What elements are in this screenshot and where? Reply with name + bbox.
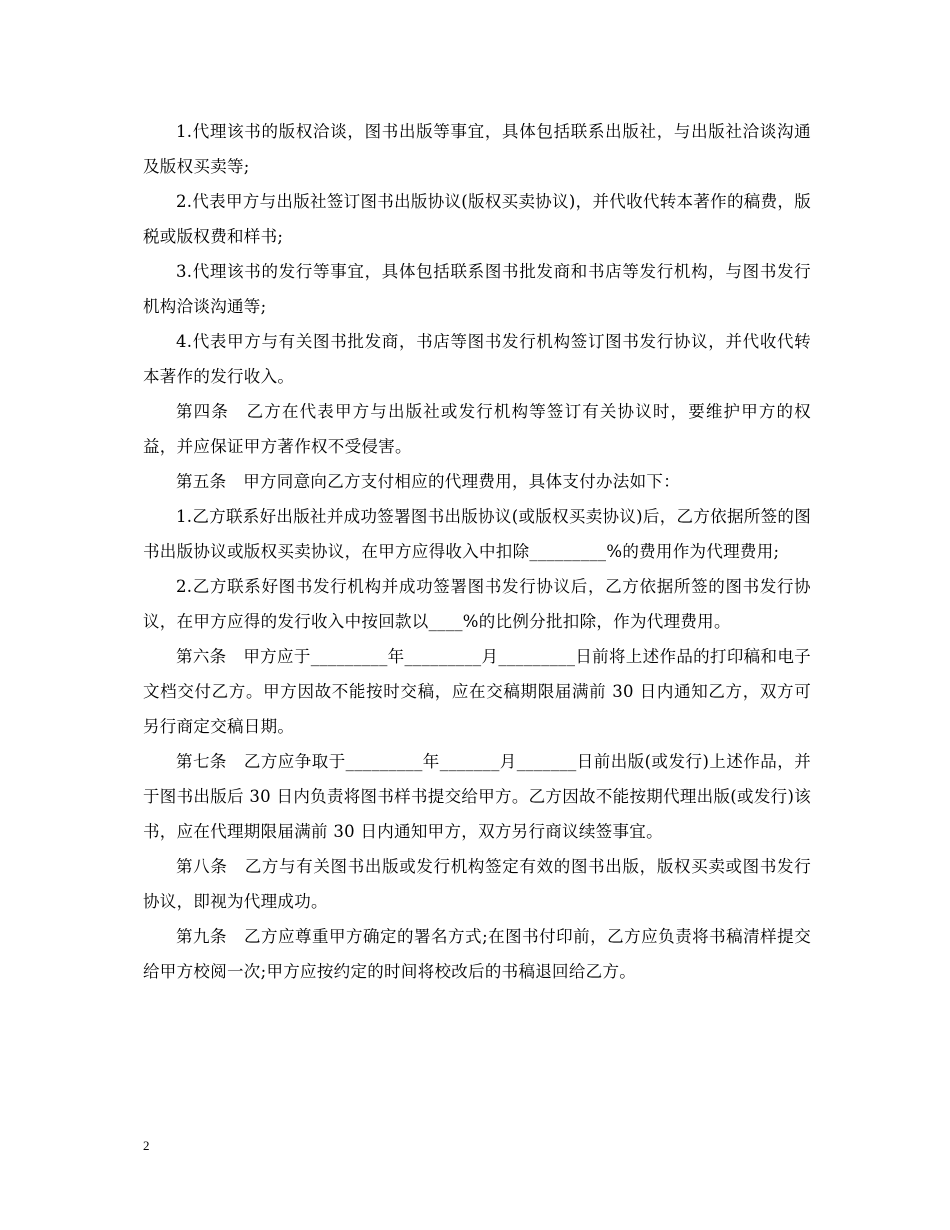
paragraph-item-1: 1.代理该书的版权洽谈，图书出版等事宜，具体包括联系出版社，与出版社洽谈沟通及版权买卖等;: [143, 122, 811, 176]
paragraph-article-5: 第五条 甲方同意向乙方支付相应的代理费用，具体支付办法如下：: [176, 472, 680, 491]
paragraph-article-7: 第七条 乙方应争取于_________年_______月_______日前出版(或发行)上述作品，并于图书出版后 30 日内负责将图书样书提交给甲方。乙方因故不能按期代理出版(或发行)该书，应在代理期限届满前 30 日内通知甲方，双方另行商议续签事宜。: [143, 752, 811, 841]
paragraph-article-9: 第九条 乙方应尊重甲方确定的署名方式;在图书付印前，乙方应负责将书稿清样提交给甲方校阅一次;甲方应按约定的时间将校改后的书稿退回给乙方。: [143, 927, 811, 981]
paragraph-item-2: 2.代表甲方与出版社签订图书出版协议(版权买卖协议)，并代收代转本著作的稿费，版税或版权费和样书;: [143, 192, 811, 246]
paragraph-article-5-item-1: 1.乙方联系好出版社并成功签署图书出版协议(或版权买卖协议)后，乙方依据所签的图书出版协议或版权买卖协议，在甲方应得收入中扣除_________%的费用作为代理费用;: [143, 507, 811, 561]
paragraph-article-5-item-2: 2.乙方联系好图书发行机构并成功签署图书发行协议后，乙方依据所签的图书发行协议，在甲方应得的发行收入中按回款以____%的比例分批扣除，作为代理费用。: [143, 577, 811, 631]
paragraph-article-4: 第四条 乙方在代表甲方与出版社或发行机构等签订有关协议时，要维护甲方的权益，并应保证甲方著作权不受侵害。: [143, 402, 811, 456]
paragraph-article-8: 第八条 乙方与有关图书出版或发行机构签定有效的图书出版，版权买卖或图书发行协议，即视为代理成功。: [143, 857, 811, 911]
page-number: 2: [143, 1138, 150, 1153]
paragraph-item-3: 3.代理该书的发行等事宜，具体包括联系图书批发商和书店等发行机构，与图书发行机构洽谈沟通等;: [143, 262, 811, 316]
paragraph-item-4: 4.代表甲方与有关图书批发商，书店等图书发行机构签订图书发行协议，并代收代转本著作的发行收入。: [143, 332, 811, 386]
document-body: [143, 114, 811, 989]
paragraph-article-6: 第六条 甲方应于_________年_________月_________日前将上述作品的打印稿和电子文档交付乙方。甲方因故不能按时交稿，应在交稿期限届满前 30 日内通知乙方，双方可另行商定交稿日期。: [143, 647, 811, 736]
